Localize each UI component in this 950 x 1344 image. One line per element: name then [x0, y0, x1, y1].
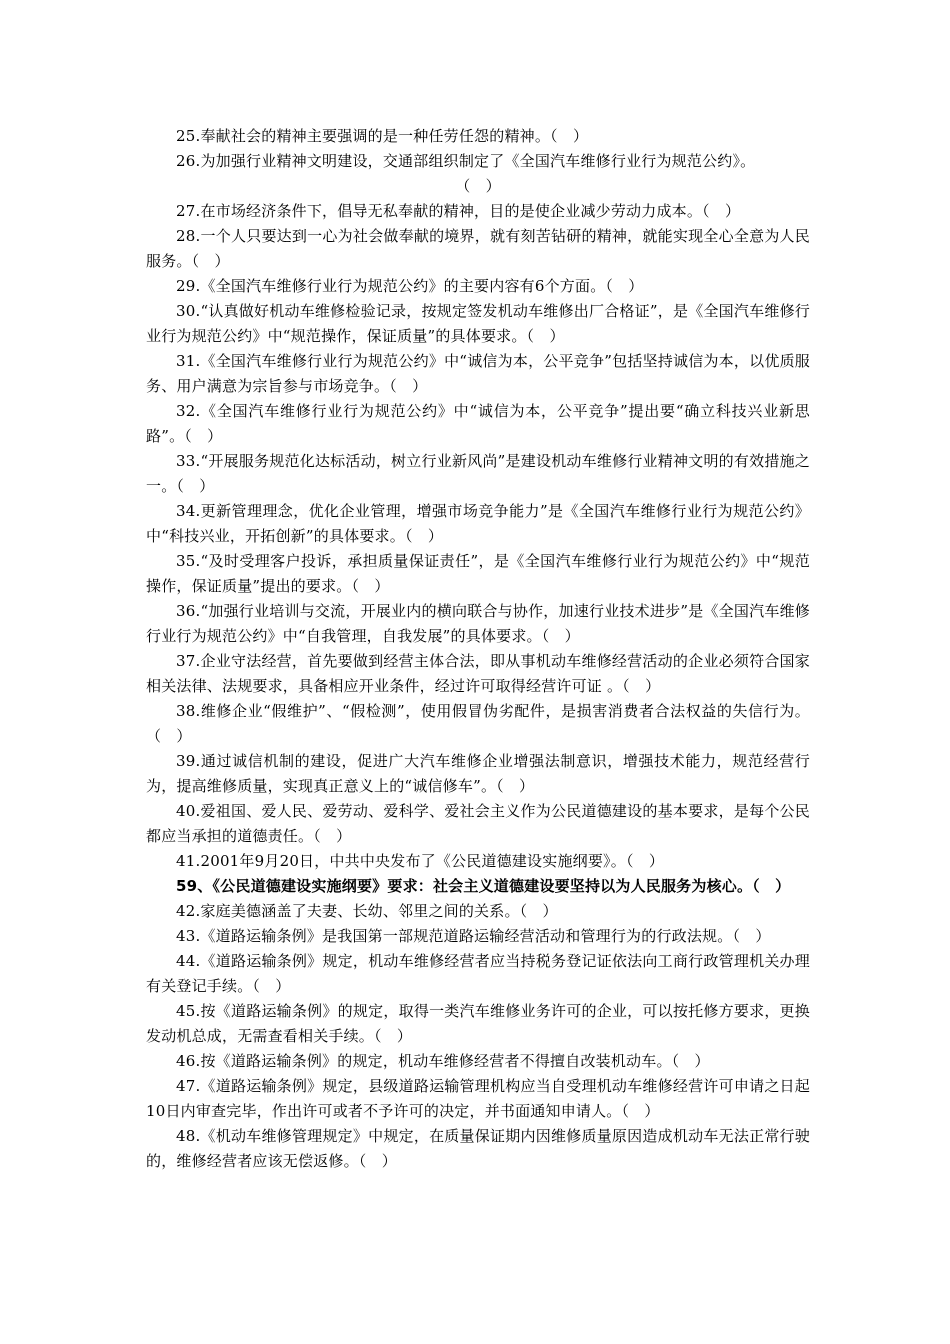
question-34: 34.更新管理理念，优化企业管理，增强市场竞争能力”是《全国汽车维修行业行为规范公约》中“科技兴业，开拓创新”的具体要求。（ ）: [146, 502, 810, 545]
question-list: [146, 124, 810, 1174]
question-41: 41.2001年9月20日，中共中央发布了《公民道德建设实施纲要》。（ ）: [176, 852, 665, 870]
question-26: [146, 149, 810, 199]
question-35: 35.“及时受理客户投诉，承担质量保证责任”，是《全国汽车维修行业行为规范公约》中“规范操作，保证质量”提出的要求。（ ）: [146, 552, 810, 595]
question-44: 44.《道路运输条例》规定，机动车维修经营者应当持税务登记证依法向工商行政管理机关办理有关登记手续。（ ）: [146, 952, 810, 995]
question-46: 46.按《道路运输条例》的规定，机动车维修经营者不得擅自改装机动车。（ ）: [176, 1052, 710, 1070]
question-28: 28.一个人只要达到一心为社会做奉献的境界，就有刻苦钻研的精神，就能实现全心全意为人民服务。（ ）: [146, 227, 810, 270]
question-43: 43.《道路运输条例》是我国第一部规范道路运输经营活动和管理行为的行政法规。（ ）: [176, 927, 771, 945]
question-39: 39.通过诚信机制的建设，促进广大汽车维修企业增强法制意识，增强技术能力，规范经营行为，提高维修质量，实现真正意义上的“诚信修车”。（ ）: [146, 752, 810, 795]
question-29: 29.《全国汽车维修行业行为规范公约》的主要内容有6个方面。（ ）: [176, 277, 644, 295]
question-25: 25.奉献社会的精神主要强调的是一种任劳任怨的精神。（ ）: [176, 127, 589, 145]
question-45: 45.按《道路运输条例》的规定，取得一类汽车维修业务许可的企业，可以按托修方要求，更换发动机总成，无需查看相关手续。（ ）: [146, 1002, 810, 1045]
question-47: 47.《道路运输条例》规定，县级道路运输管理机构应当自受理机动车维修经营许可申请之日起10日内审查完毕，作出许可或者不予许可的决定，并书面通知申请人。（ ）: [146, 1077, 810, 1120]
question-48: 48.《机动车维修管理规定》中规定，在质量保证期内因维修质量原因造成机动车无法正常行驶的，维修经营者应该无偿返修。（ ）: [146, 1127, 810, 1170]
answer-paren: （ ）: [455, 177, 501, 195]
question-32: 32.《全国汽车维修行业行为规范公约》中“诚信为本，公平竞争”提出要“确立科技兴业新思路”。（ ）: [146, 402, 810, 445]
question-40: 40.爱祖国、爱人民、爱劳动、爱科学、爱社会主义作为公民道德建设的基本要求，是每个公民都应当承担的道德责任。（ ）: [146, 802, 810, 845]
question-36: 36.“加强行业培训与交流，开展业内的横向联合与协作，加速行业技术进步”是《全国汽车维修行业行为规范公约》中“自我管理，自我发展”的具体要求。（ ）: [146, 602, 810, 645]
question-38: 38.维修企业“假维护”、“假检测”，使用假冒伪劣配件，是损害消费者合法权益的失信行为。（ ）: [146, 702, 810, 745]
question-33: 33.“开展服务规范化达标活动，树立行业新风尚”是建设机动车维修行业精神文明的有效措施之一。（ ）: [146, 452, 810, 495]
question-59: 59、《公民道德建设实施纲要》要求：社会主义道德建设要坚持以为人民服务为核心。（ ）: [176, 877, 791, 895]
question-31: 31.《全国汽车维修行业行为规范公约》中“诚信为本，公平竞争”包括坚持诚信为本，以优质服务、用户满意为宗旨参与市场竞争。（ ）: [146, 352, 810, 395]
question-30: 30.“认真做好机动车维修检验记录，按规定签发机动车维修出厂合格证”，是《全国汽车维修行业行为规范公约》中“规范操作，保证质量”的具体要求。（ ）: [146, 302, 810, 345]
question-27: 27.在市场经济条件下，倡导无私奉献的精神，目的是使企业减少劳动力成本。（ ）: [176, 202, 741, 220]
question-37: 37.企业守法经营，首先要做到经营主体合法，即从事机动车维修经营活动的企业必须符合国家相关法律、法规要求，具备相应开业条件，经过许可取得经营许可证 。（ ）: [146, 652, 810, 695]
question-42: 42.家庭美德涵盖了夫妻、长幼、邻里之间的关系。（ ）: [176, 902, 558, 920]
question-26-text: 26.为加强行业精神文明建设，交通部组织制定了《全国汽车维修行业行为规范公约》。: [176, 152, 756, 170]
